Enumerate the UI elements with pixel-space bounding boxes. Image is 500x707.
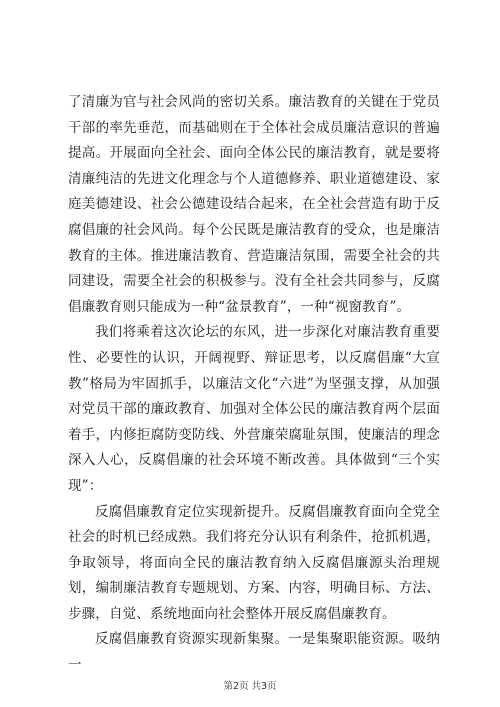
page-number-footer: 第2页 共3页	[223, 681, 277, 692]
paragraph: 我们将乘着这次论坛的东风，进一步深化对廉洁教育重要性、必要性的认识，开阔视野、辩证思考，以反腐倡廉“大宣教”格局为牢固抓手，以廉洁文化“六进”为坚强支撑，从加强对党员干部的廉政教育、加强对全体公民的廉洁教育两个层面着手，内修拒腐防变防线、外营廉荣腐耻氛围，使廉洁的理念深入人心，反腐倡廉的社会环境不断改善。具体做到“三个实现”：	[68, 324, 440, 494]
paragraph: 反腐倡廉教育资源实现新集聚。一是集聚职能资源。吸纳一	[68, 631, 440, 674]
paragraph: 反腐倡廉教育定位实现新提升。反腐倡廉教育面向全党全社会的时机已经成熟。我们将充分认识有利条件，抢抓机遇，争取领导，将面向全民的廉洁教育纳入反腐倡廉源头治理规划，编制廉洁教育专题规划、方案、内容，明确目标、方法、步骤，自觉、系统地面向社会整体开展反腐倡廉教育。	[68, 503, 440, 622]
document-body	[68, 90, 440, 679]
paragraph-continuation: 了清廉为官与社会风尚的密切关系。廉洁教育的关键在于党员干部的率先垂范，而基础则在于全体社会成员廉洁意识的普遍提高。开展面向全社会、面向全体公民的廉洁教育，就是要将清廉纯洁的先进文化理念与个人道德修养、职业道德建设、家庭美德建设、社会公德建设结合起来，在全社会营造有助于反腐倡廉的社会风尚。每个公民既是廉洁教育的受众，也是廉洁教育的主体。推进廉洁教育、营造廉洁氛围，需要全社会的共同建设，需要全社会的积极参与。没有全社会共同参与，反腐倡廉教育则只能成为一种“盆景教育”，一种“视窗教育”。	[68, 94, 440, 315]
